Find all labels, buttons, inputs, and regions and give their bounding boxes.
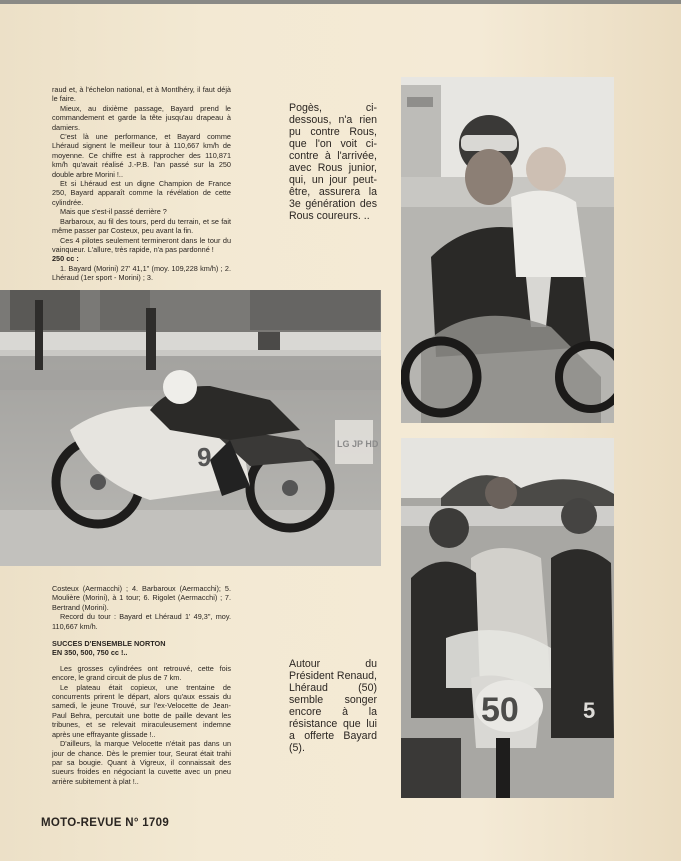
scan-edge — [0, 0, 681, 4]
photo-rider-with-child — [401, 77, 614, 423]
race-number-five: 5 — [583, 698, 596, 723]
paragraph: C'est là une performance, et Bayard comme Lhéraud signent le meilleur tour à 110,667 km/h de moyenne. Ce chiffre est à rapprocher des 110,871 km/h qu'avait réalisé J.-P.B. l'an passé sur la 250 double arbre Morini !.. — [52, 132, 231, 179]
race-number-fifty: 50 — [481, 691, 519, 729]
paragraph: Mais que s'est-il passé derrière ? — [60, 207, 167, 217]
paragraph: Le plateau était copieux, une trentaine de concurrents prirent le départ, alors qu'aux essais du samedi, le jeune Trouvé, sur l'ex-Velocette de Jean-Paul Behra, percutait une botte de paille devant les tribunes, et se relevait miraculeusement indemne après une effrayante glissade !.. — [52, 682, 231, 739]
race-number-nine: 9 — [197, 442, 212, 472]
paragraph: Barbaroux, au fil des tours, perd du terrain, et se fait même passer par Costeux, peu avant la fin. — [52, 216, 231, 236]
article-column-top — [52, 85, 231, 283]
article-column-bottom — [52, 584, 231, 786]
photo-group-fifty-image — [401, 438, 614, 798]
paragraph: Ces 4 pilotes seulement termineront dans le tour du vainqueur. L'allure, très rapide, n'a pas pardonné ! — [52, 235, 231, 254]
paragraph: Les grosses cylindrées ont retrouvé, cette fois encore, le grand circuit de plus de 7 km. — [52, 663, 231, 683]
paragraph: Mieux, au dixième passage, Bayard prend le commandement et garde la tête jusqu'au drapeau à damiers. — [52, 103, 231, 132]
caption-bottom: Autour du Président Renaud, Lhéraud (50) semble songer encore à la résistance que lui a offerte Bayard (5). — [289, 658, 377, 754]
photo-rider-with-child-image — [401, 77, 614, 423]
page-footer: MOTO-REVUE N° 1709 — [41, 817, 170, 829]
watermark: LG JP HD — [337, 439, 379, 449]
photo-group-fifty — [401, 438, 614, 798]
paragraph: raud et, à l'échelon national, et à Montlhéry, il faut déjà le faire. — [52, 85, 231, 104]
results-label: 250 cc : — [52, 254, 79, 264]
results-bottom: Costeux (Aermacchi) ; 4. Barbaroux (Aermacchi); 5. Moulière (Morini), à 1 tour; 6. Rigolet (Aermacchi) ; 7. Bertrand (Morini). — [52, 584, 231, 612]
subheading-classes: EN 350, 500, 750 cc !.. — [52, 648, 128, 658]
paragraph: D'ailleurs, la marque Velocette n'était pas dans un jour de chance. Dès le premier tour, Seurat était trahi par sa bougie. Quant à Vigreux, il connaissait des sueurs froides en négociant la cuvette avec un pneu arrière subitement à plat !.. — [52, 739, 231, 786]
results-top: 1. Bayard (Morini) 27' 41,1" (moy. 109,228 km/h) ; 2. Lhéraud (1er sport - Morini) ; 3. — [52, 263, 231, 283]
photo-rider-nine — [0, 290, 381, 566]
caption-top: Pogès, ci-dessous, n'a rien pu contre Rous, que l'on voit ci-contre à l'arrivée, avec Rous junior, qui, un jour peut-être, assurera la 3e génération des Rous coureurs. .. — [289, 102, 377, 222]
photo-rider-nine-image — [0, 290, 381, 566]
lap-record: Record du tour : Bayard et Lhéraud 1' 49,3", moy. 110,667 km/h. — [52, 612, 231, 631]
paragraph: Et si Lhéraud est un digne Champion de France 250, Bayard apparaît comme la révélation de cette cylindrée. — [52, 179, 231, 207]
subheading-norton: SUCCES D'ENSEMBLE NORTON — [52, 639, 166, 649]
